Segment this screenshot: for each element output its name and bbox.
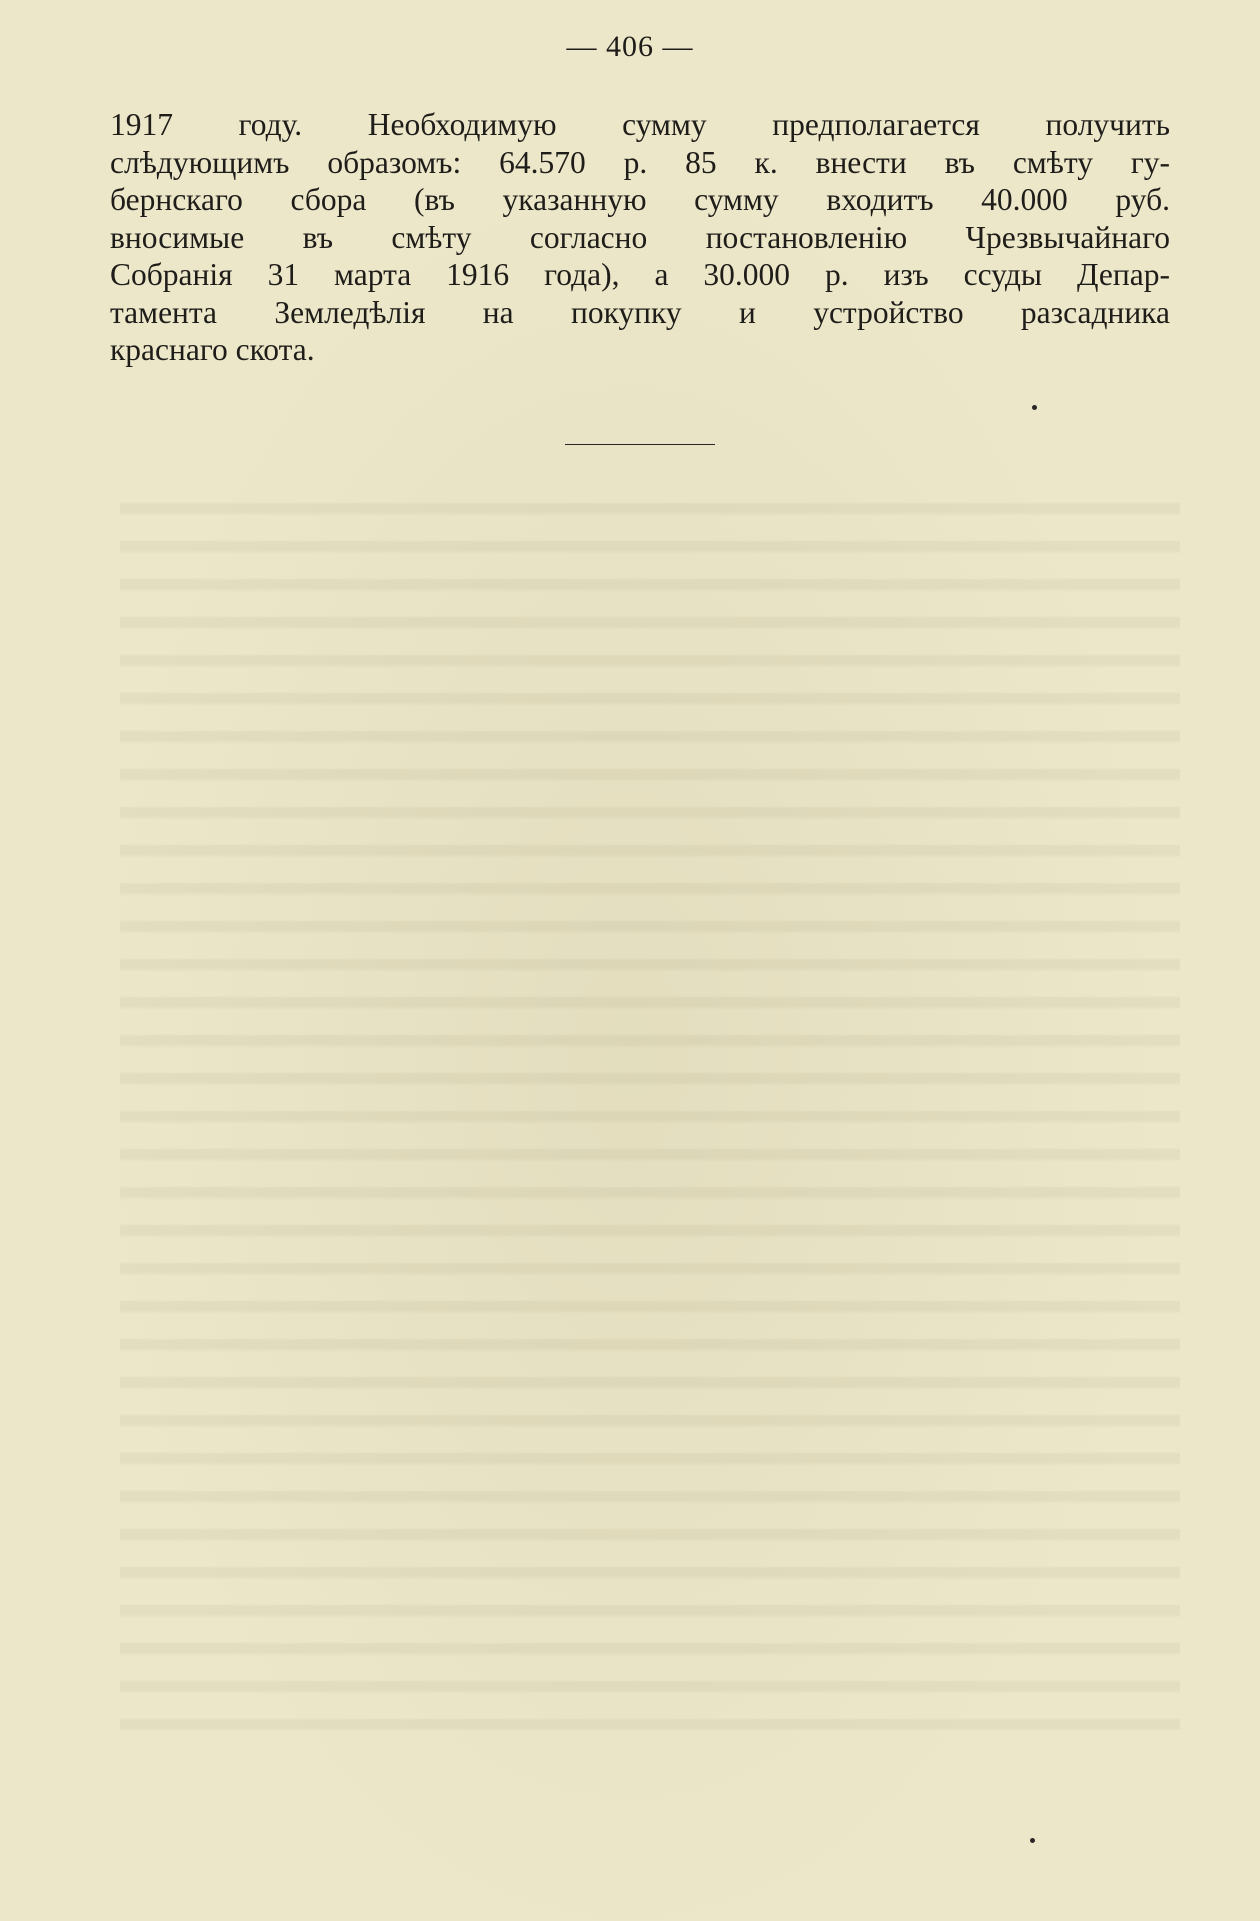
text-line: слѣдующимъ образомъ: 64.570 р. 85 к. внести въ смѣту гу-	[110, 144, 1170, 180]
body-paragraph	[110, 106, 1170, 369]
ink-speck	[1030, 1838, 1035, 1843]
text-line: Собранія 31 марта 1916 года), а 30.000 р. изъ ссуды Депар-	[110, 257, 1170, 292]
page-number: — 406 —	[566, 30, 694, 63]
text-line: вносимые въ смѣту согласно постановленію Чрезвычайнаго	[110, 219, 1170, 255]
section-divider	[565, 444, 715, 445]
text-line: краснаго скота.	[110, 332, 315, 367]
text-line: бернскаго сбора (въ указанную сумму входитъ 40.000 руб.	[110, 182, 1170, 217]
text-line: тамента Земледѣлія на покупку и устройство разсадника	[110, 294, 1170, 330]
text-line: 1917 году. Необходимую сумму предполагается получить	[110, 107, 1170, 142]
ink-speck	[1032, 405, 1037, 410]
bleed-through-texture	[120, 480, 1180, 1730]
